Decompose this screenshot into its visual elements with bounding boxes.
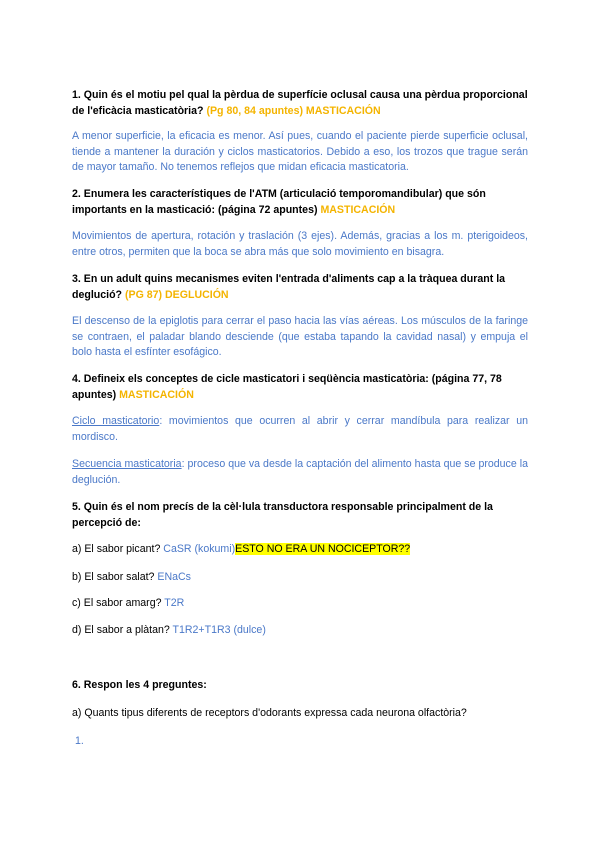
answer-3: El descenso de la epiglotis para cerrar el paso hacia las vías aéreas. Los músculos de la faringe se contraen, el paladar blando desciende (que estaba tapando la cavidad nasal) y empuja el bolo hasta el esfínter esofágico.	[72, 315, 528, 358]
item-5b	[72, 570, 528, 586]
item-answer: T2R	[164, 597, 185, 609]
item-6a: a) Quants tipus diferents de receptors d'odorants expressa cada neurona olfactòria?	[72, 707, 467, 719]
question-1	[72, 88, 528, 119]
term-label: Ciclo masticatorio	[72, 415, 160, 427]
page-reference: (Pg 80, 84 apuntes) MASTICACIÓN	[206, 104, 381, 117]
item-answer: CaSR (kokumi)	[163, 543, 236, 555]
question-3	[72, 272, 528, 303]
question-4	[72, 372, 528, 403]
item-5c	[72, 596, 528, 612]
definition-secuencia	[72, 457, 528, 488]
item-label: a) El sabor picant?	[72, 543, 161, 555]
answer-6a: 1.	[75, 735, 84, 747]
page-reference: MASTICACIÓN	[119, 388, 194, 401]
highlighted-note: ESTO NO ERA UN NOCICEPTOR??	[235, 543, 411, 555]
item-label: c) El sabor amarg?	[72, 597, 162, 609]
answer-1: A menor superficie, la eficacia es menor. Así pues, cuando el paciente pierde superficie oclusal, tiende a mantener la duración y ciclos masticatorios. Debido a eso, los trozos que trague serán de mayor tamaño. No tenemos reflejos que midan eficacia masticatoria.	[72, 130, 528, 173]
page-reference: (PG 87) DEGLUCIÓN	[124, 288, 229, 301]
term-definition: : movimientos que ocurren al abrir y cerrar mandíbula para realizar un mordisco.	[72, 415, 528, 443]
item-answer: T1R2+T1R3 (dulce)	[172, 624, 266, 636]
item-answer: ENaCs	[157, 571, 191, 583]
question-text: 1. Quin és el motiu pel qual la pèrdua de superfície oclusal causa una pèrdua proporcional de l'eficàcia masticatòria?	[72, 89, 528, 117]
question-text: 4. Defineix els conceptes de cicle masticatori i seqüència masticatòria: (página 77, 78 apuntes)	[72, 373, 502, 401]
page-reference: MASTICACIÓN	[320, 203, 396, 216]
question-2	[72, 187, 528, 218]
question-text: 2. Enumera les característiques de l'ATM (articulació temporomandibular) que són importants en la masticació: (página 72 apuntes)	[72, 188, 486, 216]
item-5a	[72, 542, 528, 558]
term-label: Secuencia masticatoria	[72, 458, 182, 470]
question-5: 5. Quin és el nom precís de la cèl·lula transductora responsable principalment de la percepció de:	[72, 501, 493, 529]
item-label: d) El sabor a plàtan?	[72, 624, 170, 636]
item-5d	[72, 623, 528, 639]
term-definition: : proceso que va desde la captación del alimento hasta que se produce la deglución.	[72, 458, 528, 486]
answer-2: Movimientos de apertura, rotación y traslación (3 ejes). Además, gracias a los m. pterigoideos, entre otros, permiten que la boca se abra más que solo movimiento en bisagra.	[72, 230, 528, 258]
question-6: 6. Respon les 4 preguntes:	[72, 679, 207, 691]
question-text: 3. En un adult quins mecanismes eviten l'entrada d'aliments cap a la tràquea durant la deglució?	[72, 273, 506, 301]
item-label: b) El sabor salat?	[72, 571, 155, 583]
definition-ciclo	[72, 414, 528, 445]
